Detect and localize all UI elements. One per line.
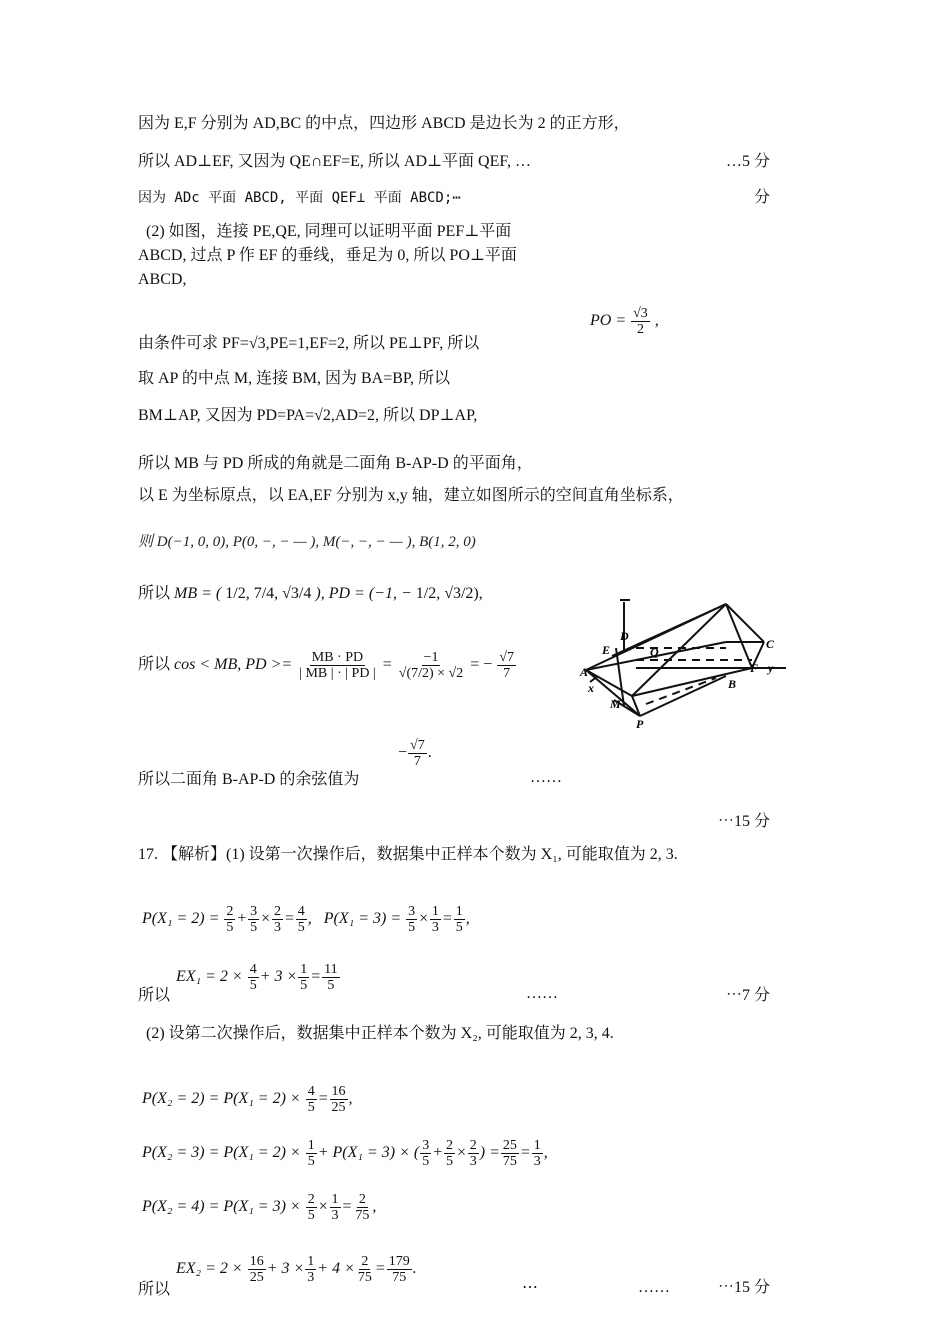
numerator: √7 <box>499 650 514 665</box>
formula-px2-2: P(X₂ = 2) = P(X₁ = 2) × $\frac{4}{5}$ = $\frac{16}{25}$ , <box>142 1084 353 1115</box>
label-p: P <box>636 717 644 731</box>
dots: …… <box>526 985 558 1002</box>
score-mark: ⋯7 分 <box>725 987 770 1004</box>
cosine-label: cos < MB, PD >= <box>174 656 293 674</box>
text-line: 以 E 为坐标原点，以 EA,EF 分别为 x,y 轴，建立如图所示的空间直角坐标系， <box>138 487 684 504</box>
numerator: −1 <box>423 650 439 665</box>
formula-text: P(X₁ = 3) = <box>323 910 402 928</box>
text-line: 所以二面角 B-AP-D 的余弦值为 <box>138 771 360 788</box>
vector-line: 所以 MB = ( 1/2, 7/4, √3/4 ), PD = (−1, − 1/2, √3/2), <box>138 585 483 602</box>
fraction <box>631 306 650 337</box>
vector-mb: MB = ( <box>174 585 222 602</box>
text-line: 所以 <box>138 987 171 1004</box>
label-f: F <box>750 661 759 675</box>
geometry-figure <box>576 596 786 736</box>
text-line: 所以 AD⊥EF, 又因为 QE∩EF=E, 所以 AD⊥平面 QEF, … <box>138 153 532 170</box>
label-c: C <box>766 637 775 651</box>
text-line: 17. 【解析】(1) 设第一次操作后，数据集中正样本个数为 X₁, 可能取值为 2, 3. <box>138 846 678 863</box>
label-b: B <box>728 677 737 691</box>
text-line: (2) 如图，连接 PE,QE, 同理可以证明平面 PEF⊥平面 <box>146 223 512 240</box>
formula-po <box>590 306 659 337</box>
score-mark: …5 分 <box>725 153 770 170</box>
formula-result: − $\frac{√7}{7}$ . <box>398 738 432 769</box>
text-line: 所以 MB 与 PD 所成的角就是二面角 B-AP-D 的平面角， <box>138 455 533 472</box>
fraction <box>497 650 516 681</box>
dots: …… <box>530 769 562 786</box>
dots: …… <box>638 1279 670 1296</box>
fraction <box>408 738 427 769</box>
score-mark: ⋯15 分 <box>717 813 770 830</box>
prefix: 所以 <box>138 656 171 674</box>
label-q: Q <box>650 645 659 659</box>
label-x: x <box>588 681 594 695</box>
denominator: 7 <box>503 666 511 681</box>
fraction <box>397 650 465 681</box>
punctuation: , <box>654 312 659 330</box>
vector-mb-values: 1/2, 7/4, √3/4 <box>225 585 312 602</box>
formula-text: P(X₂ = 4) = P(X₁ = 3) × <box>142 1198 301 1216</box>
text-line: ABCD, 过点 P 作 EF 的垂线，垂足为 0, 所以 PO⊥平面 <box>138 247 517 264</box>
vector-pd-values: 1/2, √3/2 <box>415 585 474 602</box>
text-line: 所以 <box>138 1281 171 1298</box>
label-e: E <box>602 643 611 657</box>
label-a: A <box>580 665 589 679</box>
coordinates-line: 则 D(−1, 0, 0), P(0, −, − — ), M(−, −, − — ), B(1, 2, 0) <box>138 534 476 550</box>
denominator: √(7/2) × √2 <box>398 666 464 681</box>
numerator: √7 <box>410 738 425 753</box>
label-y: y <box>768 661 774 675</box>
prefix: 所以 <box>138 585 171 602</box>
formula-text: P(X₂ = 3) = P(X₁ = 2) × <box>142 1144 301 1162</box>
score-mark: 分 <box>753 189 770 206</box>
text-line: 因为 ADc 平面 ABCD, 平面 QEF⊥ 平面 ABCD;⋯ <box>138 190 461 206</box>
score-mark: ⋯15 分 <box>717 1279 770 1296</box>
formula-text: EX₂ = 2 × <box>176 1260 243 1278</box>
denominator: 2 <box>636 322 644 337</box>
numerator: MB · PD <box>311 650 364 665</box>
dots: ⋯ <box>522 1279 538 1296</box>
label-d: D <box>620 629 629 643</box>
formula-px1: P(X₁ = 2) = $\frac{2}{5}$ + $\frac{3}{5}$ × $\frac{2}{3}$ = $\frac{4}{5}$ , P(X₁ = 3) = $\frac{3}{5}$ × $\frac{1}{3}$ = $\frac{1}{5}$ , <box>142 904 470 935</box>
formula-px2-3: P(X₂ = 3) = P(X₁ = 2) × $\frac{1}{5}$ + P(X₁ = 3) × ( $\frac{3}{5}$ + $\frac{2}{5}$ × $\frac{2}{3}$ ) = $\frac{25}{75}$ = $\frac{1}{3}$ , <box>142 1138 548 1169</box>
text-line: 由条件可求 PF=√3,PE=1,EF=2, 所以 PE⊥PF, 所以 <box>138 335 480 352</box>
formula-text: PO = <box>590 312 627 330</box>
denominator: | MB | · | PD | <box>299 666 376 681</box>
formula-text: P(X₂ = 2) = P(X₁ = 2) × <box>142 1090 301 1108</box>
text-line: 取 AP 的中点 M, 连接 BM, 因为 BA=BP, 所以 <box>138 370 451 387</box>
formula-text: EX₁ = 2 × <box>176 968 243 986</box>
label-m: M <box>610 697 621 711</box>
formula-ex2: EX₂ = 2 × $\frac{16}{25}$ + 3 × $\frac{1}{3}$ + 4 × $\frac{2}{75}$ = $\frac{179}{75}$ . <box>176 1254 417 1285</box>
equals: = − <box>470 656 493 674</box>
text-line: (2) 设第二次操作后，数据集中正样本个数为 X₂, 可能取值为 2, 3, 4. <box>146 1025 614 1042</box>
text-line: BM⊥AP, 又因为 PD=PA=√2,AD=2, 所以 DP⊥AP, <box>138 407 478 424</box>
formula-text: P(X₁ = 2) = <box>142 910 220 928</box>
numerator: √3 <box>633 306 648 321</box>
text-line: 因为 E,F 分别为 AD,BC 的中点，四边形 ABCD 是边长为 2 的正方形， <box>138 115 630 132</box>
fraction <box>297 650 378 681</box>
denominator: 7 <box>413 754 421 769</box>
vector-pd: ), PD = (−1, − <box>315 585 412 602</box>
formula-px2-4: P(X₂ = 4) = P(X₁ = 3) × $\frac{2}{5}$ × $\frac{1}{3}$ = $\frac{2}{75}$ , <box>142 1192 377 1223</box>
formula-ex1: EX₁ = 2 × $\frac{4}{5}$ + 3 × $\frac{1}{5}$ = $\frac{11}{5}$ <box>176 962 338 993</box>
text-line: ABCD, <box>138 271 187 288</box>
cosine-line: 所以 cos < MB, PD >= $\frac{MB \cdot PD}{| MB | \cdot | PD |}$ = $\frac{-1}{√(7/2) \times √2}$ = − $\frac{√7}{7}$ <box>138 650 514 681</box>
